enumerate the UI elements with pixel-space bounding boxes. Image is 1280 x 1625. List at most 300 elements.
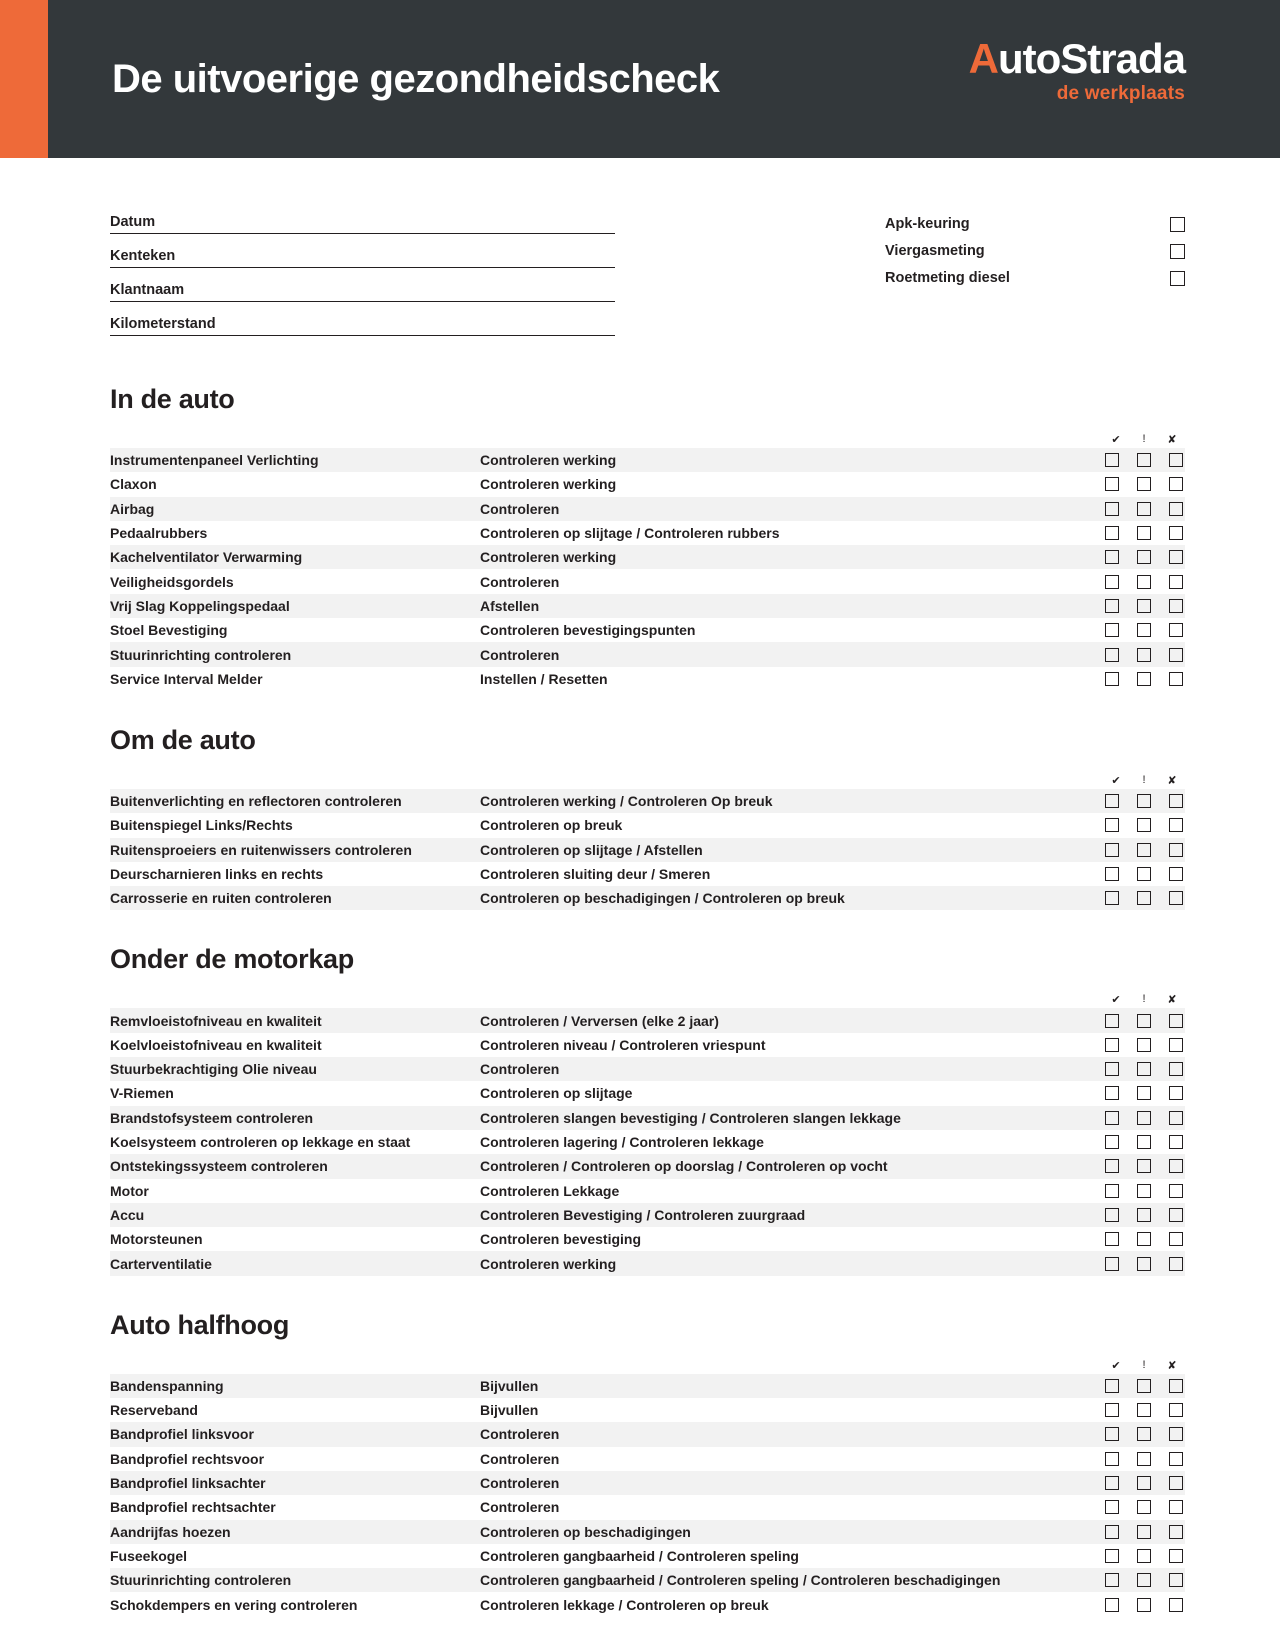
checkbox-warn[interactable]	[1137, 1014, 1151, 1028]
field-datum[interactable]: Datum	[110, 214, 615, 234]
legend	[110, 774, 1185, 787]
legend-ok-icon: ✔	[1111, 994, 1121, 1007]
field-kenteken[interactable]: Kenteken	[110, 248, 615, 268]
row-action-label: Controleren werking	[480, 1255, 617, 1272]
check-label: Roetmeting diesel	[885, 270, 1010, 286]
checkbox-bad[interactable]	[1169, 1525, 1183, 1539]
logo-initial: A	[968, 35, 998, 82]
row-item-label: Deurscharnieren links en rechts	[110, 866, 324, 882]
checkbox-ok[interactable]	[1105, 1062, 1119, 1076]
row-action-label: Controleren op beschadigingen	[480, 1523, 691, 1540]
section-title: In de auto	[110, 384, 235, 414]
checkbox-warn[interactable]	[1137, 1525, 1151, 1539]
row-action-label: Controleren niveau / Controleren vriespunt	[480, 1036, 766, 1053]
row-checkboxes	[1105, 575, 1185, 589]
checkbox-bad[interactable]	[1169, 1257, 1183, 1271]
checkbox-bad[interactable]	[1169, 1184, 1183, 1198]
checkbox-ok[interactable]	[1105, 502, 1119, 516]
checkbox-warn[interactable]	[1137, 526, 1151, 540]
row-action-label: Controleren / Controleren op doorslag / Controleren op vocht	[480, 1158, 888, 1175]
row-item-label: Fuseekogel	[110, 1547, 188, 1564]
row-item-label: Bandprofiel rechtsachter	[110, 1499, 276, 1516]
checkbox-bad[interactable]	[1169, 1208, 1183, 1222]
table-row	[110, 1130, 1185, 1154]
row-item-label: Ruitensproeiers en ruitenwissers controleren	[110, 841, 412, 858]
checkbox-warn[interactable]	[1137, 1573, 1151, 1587]
row-action-label: Controleren op beschadigingen / Controleren op breuk	[480, 890, 845, 907]
checklist-rows	[110, 789, 1185, 910]
table-row	[110, 1374, 1185, 1398]
checkbox-ok[interactable]	[1105, 1257, 1119, 1271]
checkbox-ok[interactable]	[1105, 477, 1119, 491]
checkbox-ok[interactable]	[1105, 1232, 1119, 1246]
row-item-label: Instrumentenpaneel Verlichting	[110, 452, 319, 469]
checkbox-bad[interactable]	[1169, 1476, 1183, 1490]
check-row	[885, 243, 1185, 259]
checkbox-bad[interactable]	[1169, 1549, 1183, 1563]
legend-bad-icon: ✘	[1167, 994, 1177, 1007]
logo-wordmark	[968, 35, 1185, 82]
legend	[110, 1359, 1185, 1372]
legend-bad-icon: ✘	[1167, 434, 1177, 446]
table-row	[110, 1081, 1185, 1105]
checkbox-warn[interactable]	[1137, 1379, 1151, 1393]
row-action-label: Controleren werking	[480, 476, 617, 493]
checkbox-warn[interactable]	[1137, 648, 1151, 662]
row-checkboxes	[1105, 794, 1185, 808]
row-action-label: Afstellen	[480, 597, 540, 614]
row-item-label: Accu	[110, 1206, 145, 1223]
row-item-label: Motorsteunen	[110, 1231, 203, 1248]
table-row	[110, 667, 1185, 691]
checkbox-ok[interactable]	[1105, 1038, 1119, 1052]
row-action-label: Controleren lagering / Controleren lekkage	[480, 1134, 764, 1151]
row-action-label: Controleren werking	[480, 549, 617, 566]
row-action-label: Controleren op slijtage / Afstellen	[480, 841, 703, 858]
row-action-label: Controleren lekkage / Controleren op breuk	[480, 1596, 769, 1613]
checkbox-warn[interactable]	[1137, 623, 1151, 637]
checkbox-warn[interactable]	[1137, 1403, 1151, 1417]
row-action-label: Bijvullen	[480, 1402, 539, 1419]
legend-warn-icon: !	[1142, 993, 1146, 1006]
section-title: Auto halfhoog	[110, 1309, 290, 1340]
row-action-label: Controleren	[480, 1426, 560, 1443]
table-row	[110, 618, 1185, 642]
checkbox-warn[interactable]	[1137, 1500, 1151, 1514]
row-item-label: Service Interval Melder	[110, 670, 263, 687]
checkbox-warn[interactable]	[1137, 1208, 1151, 1222]
row-checkboxes	[1105, 1208, 1185, 1222]
checkbox-ok[interactable]	[1105, 1573, 1119, 1587]
row-action-label: Controleren op slijtage / Controleren rubbers	[480, 525, 780, 542]
check-row	[885, 216, 1185, 232]
checkbox-bad[interactable]	[1169, 1111, 1183, 1125]
row-checkboxes	[1105, 843, 1185, 857]
row-item-label: Bandprofiel linksachter	[110, 1475, 266, 1492]
checkbox-bad[interactable]	[1169, 818, 1183, 832]
checkbox-warn[interactable]	[1137, 1549, 1151, 1563]
checkbox-ok[interactable]	[1105, 1086, 1119, 1100]
table-row	[110, 1398, 1185, 1422]
row-checkboxes	[1105, 1135, 1185, 1149]
document-body	[0, 214, 1280, 1617]
checkbox-bad[interactable]	[1169, 623, 1183, 637]
row-item-label: Bandprofiel rechtsvoor	[110, 1450, 265, 1467]
table-row	[110, 1544, 1185, 1568]
row-item-label: Carrosserie en ruiten controleren	[110, 890, 332, 907]
section-title: Om de auto	[110, 724, 256, 755]
row-checkboxes	[1105, 1525, 1185, 1539]
table-row	[110, 1471, 1185, 1495]
row-checkboxes	[1105, 453, 1185, 467]
row-action-label: Controleren op breuk	[480, 817, 623, 834]
row-checkboxes	[1105, 1500, 1185, 1514]
checkbox-ok[interactable]	[1105, 818, 1119, 832]
checkbox-bad[interactable]	[1169, 1500, 1183, 1514]
table-row	[110, 1033, 1185, 1057]
checkbox-ok[interactable]	[1105, 550, 1119, 564]
row-action-label: Bijvullen	[480, 1377, 539, 1394]
checkbox-warn[interactable]	[1137, 1086, 1151, 1100]
row-action-label: Controleren	[480, 646, 560, 663]
row-action-label: Controleren gangbaarheid / Controleren speling / Controleren beschadigingen	[480, 1572, 1001, 1589]
row-action-label: Controleren slangen bevestiging / Controleren slangen lekkage	[480, 1109, 901, 1126]
section	[110, 384, 1185, 691]
row-action-label: Controleren Lekkage	[480, 1182, 620, 1199]
checkbox-bad[interactable]	[1169, 1014, 1183, 1028]
checkbox-ok[interactable]	[1105, 1476, 1119, 1490]
checkbox-warn[interactable]	[1137, 1476, 1151, 1490]
row-checkboxes	[1105, 1476, 1185, 1490]
row-checkboxes	[1105, 1427, 1185, 1441]
checkbox-ok[interactable]	[1105, 1208, 1119, 1222]
inspection-type-checks	[885, 214, 1185, 350]
checkbox-warn[interactable]	[1137, 1232, 1151, 1246]
checkbox-ok[interactable]	[1105, 623, 1119, 637]
field-kilometerstand[interactable]: Kilometerstand	[110, 316, 615, 336]
checkbox-ok[interactable]	[1105, 891, 1119, 905]
row-checkboxes	[1105, 1403, 1185, 1417]
checkbox-bad[interactable]	[1169, 526, 1183, 540]
top-block	[110, 214, 1185, 350]
row-item-label: Motor	[110, 1182, 149, 1199]
field-klantnaam[interactable]: Klantnaam	[110, 282, 615, 302]
row-item-label: Aandrijfas hoezen	[110, 1523, 231, 1540]
section	[110, 1310, 1185, 1617]
checkbox-ok[interactable]	[1105, 1184, 1119, 1198]
row-checkboxes	[1105, 1598, 1185, 1612]
row-item-label: Pedaalrubbers	[110, 525, 208, 542]
row-checkboxes	[1105, 1159, 1185, 1173]
row-checkboxes	[1105, 1549, 1185, 1563]
table-row	[110, 472, 1185, 496]
row-checkboxes	[1105, 1086, 1185, 1100]
check-label: Viergasmeting	[885, 243, 985, 259]
row-action-label: Controleren op slijtage	[480, 1085, 633, 1102]
row-checkboxes	[1105, 1232, 1185, 1246]
table-row	[110, 813, 1185, 837]
checkbox-bad[interactable]	[1169, 843, 1183, 857]
legend-bad-icon: ✘	[1167, 774, 1177, 787]
checkbox-bad[interactable]	[1169, 1427, 1183, 1441]
row-checkboxes	[1105, 526, 1185, 540]
row-action-label: Controleren gangbaarheid / Controleren speling	[480, 1547, 799, 1564]
table-row	[110, 521, 1185, 545]
checkbox-warn[interactable]	[1137, 599, 1151, 613]
checkbox-bad[interactable]	[1169, 648, 1183, 662]
checkbox-warn[interactable]	[1137, 1135, 1151, 1149]
checkbox-warn[interactable]	[1137, 1184, 1151, 1198]
checkbox-bad[interactable]	[1169, 1062, 1183, 1076]
checkbox-ok[interactable]	[1105, 1111, 1119, 1125]
checkbox-ok[interactable]	[1105, 1549, 1119, 1563]
legend-ok-icon: ✔	[1111, 1359, 1121, 1372]
checkbox-warn[interactable]	[1137, 502, 1151, 516]
checkbox-warn[interactable]	[1137, 1038, 1151, 1052]
checkbox-bad[interactable]	[1169, 1159, 1183, 1173]
table-row	[110, 1568, 1185, 1592]
checkbox-warn[interactable]	[1137, 1159, 1151, 1173]
checkbox-bad[interactable]	[1169, 1086, 1183, 1100]
row-checkboxes	[1105, 1062, 1185, 1076]
row-action-label: Controleren bevestiging	[480, 1231, 642, 1248]
table-row	[110, 1447, 1185, 1471]
row-checkboxes	[1105, 1452, 1185, 1466]
logo-name: utoStrada	[997, 35, 1185, 82]
checkbox[interactable]	[1170, 217, 1185, 232]
checklist-rows	[110, 448, 1185, 691]
table-row	[110, 1592, 1185, 1616]
row-checkboxes	[1105, 1038, 1185, 1052]
checkbox-ok[interactable]	[1105, 1379, 1119, 1393]
table-row	[110, 497, 1185, 521]
row-item-label: Remvloeistofniveau en kwaliteit	[110, 1012, 322, 1029]
checkbox-ok[interactable]	[1105, 1403, 1119, 1417]
table-row	[110, 1106, 1185, 1130]
table-row	[110, 594, 1185, 618]
legend	[110, 993, 1185, 1006]
checkbox-warn[interactable]	[1137, 1427, 1151, 1441]
table-row	[110, 545, 1185, 569]
row-checkboxes	[1105, 502, 1185, 516]
checkbox-bad[interactable]	[1169, 1573, 1183, 1587]
row-checkboxes	[1105, 1184, 1185, 1198]
row-checkboxes	[1105, 550, 1185, 564]
row-item-label: Koelvloeistofniveau en kwaliteit	[110, 1036, 322, 1053]
table-row	[110, 1422, 1185, 1446]
row-checkboxes	[1105, 1257, 1185, 1271]
row-action-label: Controleren Bevestiging / Controleren zuurgraad	[480, 1206, 806, 1223]
check-label: Apk-keuring	[885, 216, 970, 232]
checkbox-bad[interactable]	[1169, 891, 1183, 905]
checkbox-warn[interactable]	[1137, 672, 1151, 686]
checkbox-ok[interactable]	[1105, 794, 1119, 808]
checkbox-ok[interactable]	[1105, 453, 1119, 467]
row-checkboxes	[1105, 477, 1185, 491]
row-checkboxes	[1105, 672, 1185, 686]
table-row	[110, 642, 1185, 666]
row-item-label: Veiligheidsgordels	[110, 573, 234, 590]
checkbox-bad[interactable]	[1169, 1232, 1183, 1246]
table-row	[110, 1251, 1185, 1275]
row-action-label: Controleren	[480, 573, 560, 590]
checkbox-ok[interactable]	[1105, 1159, 1119, 1173]
table-row	[110, 1203, 1185, 1227]
table-row	[110, 1154, 1185, 1178]
checkbox-ok[interactable]	[1105, 575, 1119, 589]
row-item-label: Stoel Bevestiging	[110, 622, 228, 639]
checkbox-ok[interactable]	[1105, 1452, 1119, 1466]
checkbox-warn[interactable]	[1137, 818, 1151, 832]
autostrada-logo	[968, 35, 1185, 104]
logo-tagline: de werkplaats	[1056, 83, 1185, 104]
checkbox-warn[interactable]	[1137, 1452, 1151, 1466]
row-action-label: Controleren	[480, 500, 560, 517]
checkbox-bad[interactable]	[1169, 502, 1183, 516]
checkbox[interactable]	[1170, 271, 1185, 286]
row-checkboxes	[1105, 623, 1185, 637]
checkbox-bad[interactable]	[1169, 794, 1183, 808]
row-action-label: Controleren	[480, 1450, 560, 1467]
checklist-rows	[110, 1374, 1185, 1617]
checkbox-warn[interactable]	[1137, 843, 1151, 857]
row-item-label: Stuurbekrachtiging Olie niveau	[110, 1061, 317, 1078]
row-item-label: Stuurinrichting controleren	[110, 1572, 292, 1589]
checkbox-bad[interactable]	[1169, 1598, 1183, 1612]
checkbox-ok[interactable]	[1105, 648, 1119, 662]
row-checkboxes	[1105, 1111, 1185, 1125]
row-action-label: Controleren sluiting deur / Smeren	[480, 866, 711, 882]
row-action-label: Controleren / Verversen (elke 2 jaar)	[480, 1012, 719, 1029]
row-checkboxes	[1105, 1573, 1185, 1587]
checkbox-ok[interactable]	[1105, 1525, 1119, 1539]
checkbox-ok[interactable]	[1105, 1135, 1119, 1149]
checkbox-ok[interactable]	[1105, 526, 1119, 540]
checkbox-warn[interactable]	[1137, 550, 1151, 564]
row-checkboxes	[1105, 599, 1185, 613]
row-item-label: Schokdempers en vering controleren	[110, 1596, 358, 1613]
checkbox-bad[interactable]	[1169, 477, 1183, 491]
table-row	[110, 1227, 1185, 1251]
section	[110, 725, 1185, 910]
checkbox-bad[interactable]	[1169, 453, 1183, 467]
row-checkboxes	[1105, 648, 1185, 662]
table-row	[110, 1057, 1185, 1081]
checkbox-bad[interactable]	[1169, 1403, 1183, 1417]
row-item-label: Koelsysteem controleren op lekkage en staat	[110, 1134, 411, 1151]
row-item-label: Bandenspanning	[110, 1377, 224, 1394]
checkbox-bad[interactable]	[1169, 550, 1183, 564]
checkbox-ok[interactable]	[1105, 672, 1119, 686]
table-row	[110, 1008, 1185, 1032]
table-row	[110, 569, 1185, 593]
checkbox-bad[interactable]	[1169, 575, 1183, 589]
section-title: Onder de motorkap	[110, 944, 354, 975]
row-item-label: Reserveband	[110, 1402, 198, 1419]
row-item-label: Ontstekingssysteem controleren	[110, 1158, 328, 1175]
checkbox-ok[interactable]	[1105, 867, 1119, 881]
table-row	[110, 838, 1185, 862]
row-action-label: Controleren	[480, 1061, 560, 1078]
row-action-label: Controleren bevestigingspunten	[480, 622, 696, 639]
checkbox-bad[interactable]	[1169, 1379, 1183, 1393]
legend-warn-icon: !	[1142, 773, 1146, 786]
checkbox-ok[interactable]	[1105, 599, 1119, 613]
checkbox-warn[interactable]	[1137, 1598, 1151, 1612]
section	[110, 944, 1185, 1275]
checkbox-warn[interactable]	[1137, 891, 1151, 905]
row-checkboxes	[1105, 867, 1185, 881]
checkbox-warn[interactable]	[1137, 575, 1151, 589]
checkbox-bad[interactable]	[1169, 1038, 1183, 1052]
checkbox-bad[interactable]	[1169, 867, 1183, 881]
table-row	[110, 1520, 1185, 1544]
legend-warn-icon: !	[1142, 433, 1146, 445]
header-accent-bar	[0, 0, 48, 158]
check-row	[885, 270, 1185, 286]
row-action-label: Controleren werking	[480, 452, 617, 469]
row-item-label: Kachelventilator Verwarming	[110, 549, 303, 566]
legend	[110, 433, 1185, 446]
checkbox-warn[interactable]	[1137, 477, 1151, 491]
legend-ok-icon: ✔	[1111, 774, 1121, 787]
row-item-label: Bandprofiel linksvoor	[110, 1426, 254, 1443]
row-item-label: Vrij Slag Koppelingspedaal	[110, 597, 290, 614]
checkbox-bad[interactable]	[1169, 1135, 1183, 1149]
checkbox[interactable]	[1170, 244, 1185, 259]
row-item-label: Claxon	[110, 476, 157, 493]
legend-warn-icon: !	[1142, 1358, 1146, 1371]
row-checkboxes	[1105, 891, 1185, 905]
row-checkboxes	[1105, 1379, 1185, 1393]
checkbox-warn[interactable]	[1137, 794, 1151, 808]
checkbox-ok[interactable]	[1105, 1500, 1119, 1514]
row-action-label: Controleren	[480, 1499, 560, 1516]
checkbox-ok[interactable]	[1105, 1598, 1119, 1612]
row-item-label: Carterventilatie	[110, 1255, 212, 1272]
row-item-label: Airbag	[110, 500, 155, 517]
row-item-label: V-Riemen	[110, 1085, 174, 1102]
row-item-label: Stuurinrichting controleren	[110, 646, 292, 663]
vehicle-fields	[110, 214, 615, 350]
table-row	[110, 1495, 1185, 1519]
legend-ok-icon: ✔	[1111, 434, 1121, 446]
table-row	[110, 448, 1185, 472]
checkbox-warn[interactable]	[1137, 1111, 1151, 1125]
checkbox-bad[interactable]	[1169, 1452, 1183, 1466]
checkbox-warn[interactable]	[1137, 867, 1151, 881]
checkbox-ok[interactable]	[1105, 1014, 1119, 1028]
checkbox-warn[interactable]	[1137, 1062, 1151, 1076]
row-item-label: Brandstofsysteem controleren	[110, 1109, 314, 1126]
row-item-label: Buitenspiegel Links/Rechts	[110, 817, 293, 834]
checkbox-warn[interactable]	[1137, 1257, 1151, 1271]
row-action-label: Controleren	[480, 1475, 560, 1492]
row-checkboxes	[1105, 1014, 1185, 1028]
table-row	[110, 886, 1185, 910]
checkbox-warn[interactable]	[1137, 453, 1151, 467]
checkbox-bad[interactable]	[1169, 672, 1183, 686]
row-action-label: Instellen / Resetten	[480, 670, 608, 687]
table-row	[110, 789, 1185, 813]
checkbox-ok[interactable]	[1105, 1427, 1119, 1441]
checkbox-bad[interactable]	[1169, 599, 1183, 613]
row-action-label: Controleren werking / Controleren Op breuk	[480, 793, 773, 810]
checkbox-ok[interactable]	[1105, 843, 1119, 857]
legend-bad-icon: ✘	[1167, 1359, 1177, 1372]
row-item-label: Buitenverlichting en reflectoren controleren	[110, 793, 402, 810]
row-checkboxes	[1105, 818, 1185, 832]
